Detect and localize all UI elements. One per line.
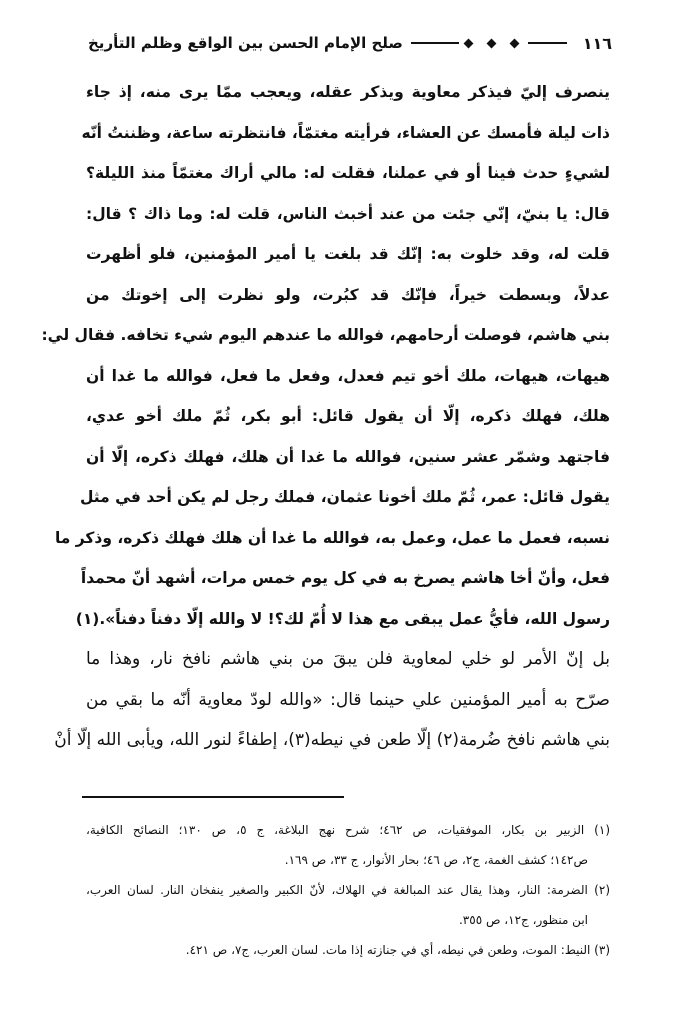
body-line: بل إنّ الأمر لو خلي لمعاوية فلن يبقَ من بني هاشم نافخ نار، وهذا ما — [86, 649, 610, 669]
body-line: بني هاشم، فوصلت أرحامهم، فوالله ما عندهم اليوم شيء تخافه. فقال لي: — [41, 326, 610, 344]
body-line: ينصرف إليّ فيذكر معاوية ويذكر عقله، ويعجب ممّا يرى منه، إذ جاء — [86, 83, 610, 101]
footnote-line: ص١٤٢؛ كشف الغمة، ج٢، ص ٤٦؛ بحار الأنوار، ج ٣٣، ص ١٦٩. — [284, 853, 588, 867]
diamond-ornament-icon — [463, 38, 473, 48]
footnote-line: ابن منظور، ج١٢، ص ٣٥٥. — [458, 913, 588, 927]
footnotes — [86, 815, 610, 965]
body-line: قلت له، وقد خلوت به: إنّك قد بلغت يا أمير المؤمنين، فلو أظهرت — [86, 245, 610, 263]
body-line: فعل، وأنّ أخا هاشم يصرخ به في كل يوم خمس مرات، أشهد أنّ محمداً — [80, 569, 610, 587]
body-line: رسول الله، فأيُّ عمل يبقى مع هذا لا أُمّ لك؟! لا والله إلّا دفناً دفناً».(١) — [75, 609, 610, 628]
footnote-line: (٣) النيط: الموت، وطعن في نيطه، أي في جنازته إذا مات. لسان العرب، ج٧، ص ٤٢١. — [185, 943, 610, 957]
body-line: نسبه، فعمل ما عمل، وعمل به، فوالله ما غدا أن هلك فهلك ذكره، وذكر ما — [54, 528, 610, 547]
body-line: قال: يا بنيّ، إنّي جئت من عند أخبث الناس، قلت له: وما ذاك ؟ قال: — [86, 204, 610, 223]
body-line: فاجتهد وشمّر عشر سنين، فوالله ما غدا أن هلك، فهلك ذكره، إلّا أن — [86, 447, 610, 466]
body-line: ذات ليلة فأمسك عن العشاء، فرأيته مغتمّاً، فانتظرته ساعة، وظننتُ أنّه — [81, 123, 610, 142]
header-rule-short — [411, 42, 459, 44]
body-line: لشيءٍ حدث فينا أو في عملنا، فقلت له: مالي أراك مغتمّاً منذ الليلة؟ — [86, 164, 610, 182]
footnote-line: (١) الزبير بن بكار، الموفقيات، ص ٤٦٢؛ شرح نهج البلاغة، ج ٥، ص ١٣٠؛ النصائح الكافية، — [86, 823, 610, 837]
page-number: ١١٦ — [582, 33, 612, 53]
footnote-line: (٢) الضرمة: النار، وهذا يقال عند المبالغة في الهلاك، لأنّ الكبير والصغير ينفخان النار. لسان العرب، — [86, 883, 610, 897]
header-rule — [528, 42, 567, 44]
diamond-ornament-icon — [509, 38, 519, 48]
running-title: صلح الإمام الحسن بين الواقع وظلم التأريخ — [88, 34, 403, 52]
body-line: عدلاً، وبسطت خيراً، فإنّك قد كبُرت، ولو نظرت إلى إخوتك من — [86, 285, 610, 304]
body-line: يقول قائل: عمر، ثُمّ ملك أخونا عثمان، فملك رجل لم يكن أحد في مثل — [79, 488, 610, 506]
body-line: بني هاشم نافخ ضُرمة(٢) إلّا طعن في نيطه(٣)، إطفاءً لنور الله، ويأبى الله إلّا أنْ — [54, 730, 610, 750]
diamond-ornament-icon — [486, 38, 496, 48]
page-header — [88, 30, 612, 56]
body-line: صرّح به أمير المؤمنين علي حينما قال: «والله لودّ معاوية أنّه ما بقي من — [86, 689, 610, 710]
body-text — [41, 72, 610, 761]
body-line: هيهات، هيهات، ملك أخو تيم فعدل، وفعل ما فعل، فوالله ما غدا أن — [86, 366, 610, 385]
footnote-separator — [82, 796, 344, 798]
body-line: هلك، فهلك ذكره، إلّا أن يقول قائل: أبو بكر، ثُمّ ملك أخو عدي، — [86, 407, 610, 425]
header-ornament — [465, 40, 518, 47]
